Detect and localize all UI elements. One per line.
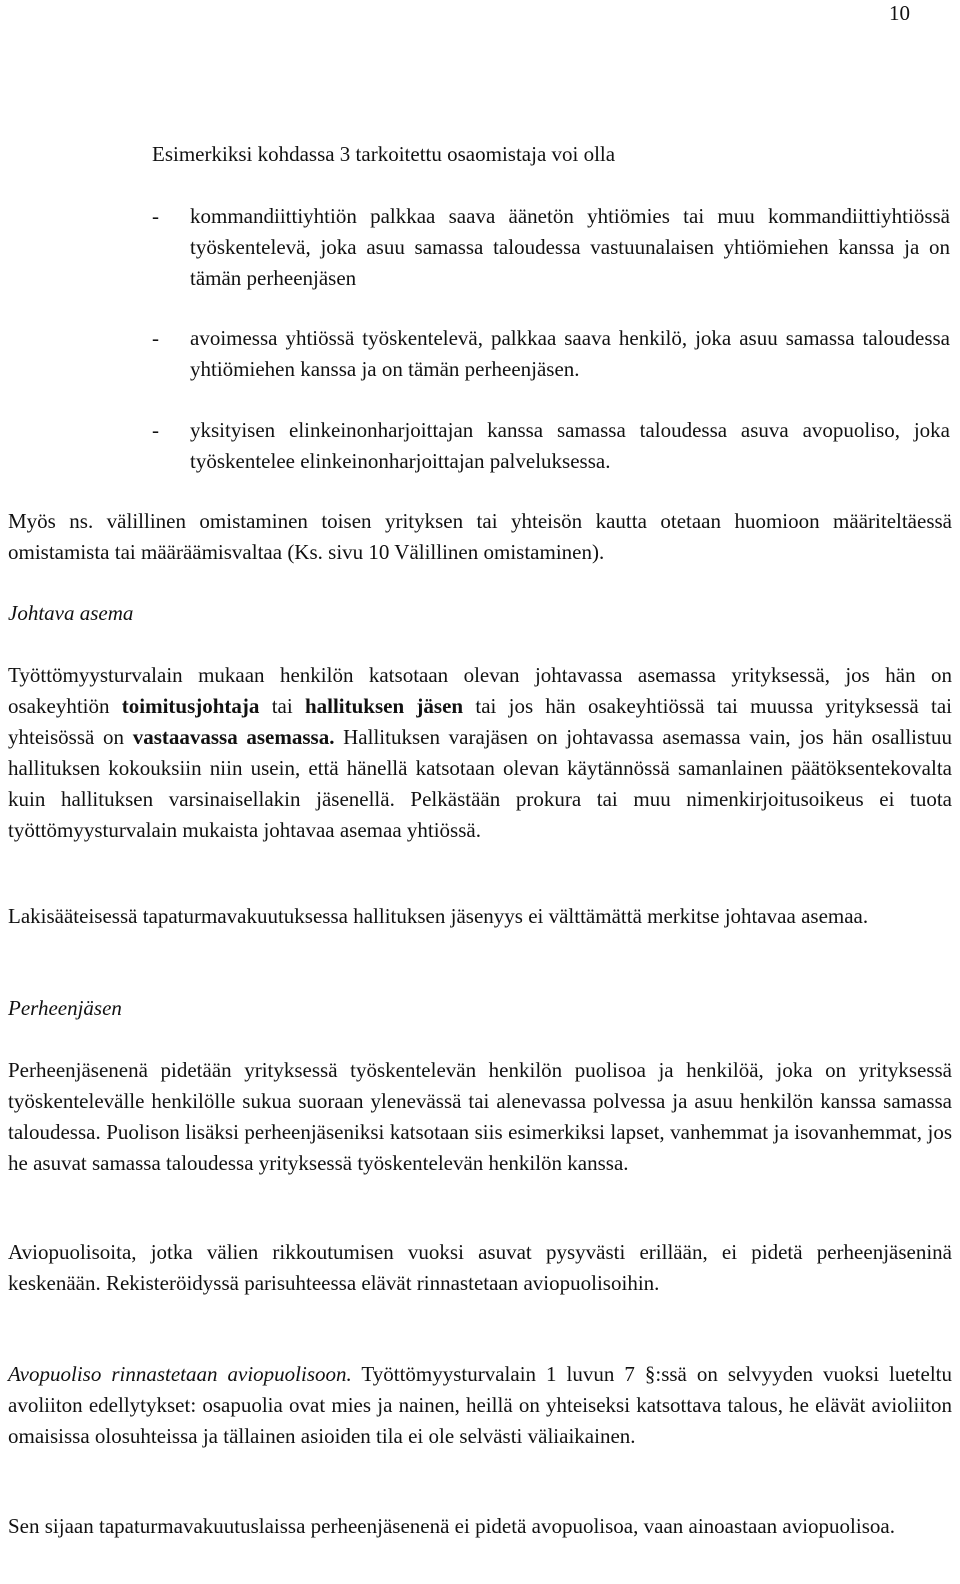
johtava-paragraph-1: Työttömyysturvalain mukaan henkilön katsotaan olevan johtavassa asemassa yrityksessä, jos hän on osakeyhtiön toimitusjohtaja tai hallituksen jäsen tai jos hän osakeyhtiössä tai muussa yrityksessä tai yhteisössä on vastaavassa asemassa. Hallituksen varajäsen on johtavassa asemassa vain, jos hän osallistuu hallituksen kokouksiin niin usein, että hänellä katsotaan olevan käytännössä samanlainen päätöksentekovalta kuin hallituksen varsinaisellakin jäsenellä. Pelkästään prokura tai muu nimenkirjoitusoikeus ei tuota työttömyysturvalain mukaista johtavaa asemaa yhtiössä. (8, 663, 953, 842)
bullet-dash: - (152, 204, 159, 228)
perhe-paragraph-4: Sen sijaan tapaturmavakuutuslaissa perheenjäsenenä ei pidetä avopuolisoa, vaan ainoastaan aviopuolisoa. (8, 1514, 895, 1538)
list-item-text: avoimessa yhtiössä työskentelevä, palkkaa saava henkilö, joka asuu samassa taloudessa yhtiömiehen kanssa ja on tämän perheenjäsen. (190, 326, 950, 381)
johtava-paragraph-2: Lakisääteisessä tapaturmavakuutuksessa hallituksen jäsenyys ei välttämättä merkitse johtavaa asemaa. (8, 904, 869, 928)
list-item-text: yksityisen elinkeinonharjoittajan kanssa samassa taloudessa asuva avopuoliso, joka työskentelee elinkeinonharjoittajan palveluksessa. (190, 418, 950, 473)
section-heading-perhe: Perheenjäsen (8, 996, 122, 1020)
indirect-ownership-paragraph: Myös ns. välillinen omistaminen toisen yrityksen tai yhteisön kautta otetaan huomioon määriteltäessä omistamista tai määräämisvaltaa (Ks. sivu 10 Välillinen omistaminen). (8, 509, 952, 564)
perhe-paragraph-3: Avopuoliso rinnastetaan aviopuolisoon. Työttömyysturvalain 1 luvun 7 §:ssä on selvyyden vuoksi lueteltu avoliiton edellytykset: osapuolia ovat mies ja nainen, heillä on yhteiseksi katsottava talous, he elävät avioliiton omaisissa olosuhteissa ja tällainen asioiden tila ei ole selvästi väliaikainen. (8, 1362, 953, 1448)
perhe-paragraph-2: Aviopuolisoita, jotka välien rikkoutumisen vuoksi asuvat pysyvästi erillään, ei pidetä perheenjäseninä keskenään. Rekisteröidyssä parisuhteessa elävät rinnastetaan aviopuolisoihin. (8, 1240, 952, 1295)
perhe-paragraph-1: Perheenjäsenenä pidetään yrityksessä työskentelevän henkilön puolisoa ja henkilöä, joka on yrityksessä työskentelevälle henkilölle sukua suoraan ylenevässä tai alenevassa polvessa ja asuu henkilön kanssa samassa taloudessa. Puolison lisäksi perheenjäseniksi katsotaan siis esimerkiksi lapset, vanhemmat ja isovanhemmat, jos he asuvat samassa taloudessa yrityksessä työskentelevän henkilön kanssa. (8, 1058, 952, 1175)
bullet-dash: - (152, 326, 159, 350)
page-number: 10 (889, 1, 910, 25)
bullet-dash: - (152, 418, 159, 442)
section-heading-johtava: Johtava asema (8, 601, 134, 625)
intro-text: Esimerkiksi kohdassa 3 tarkoitettu osaomistaja voi olla (152, 142, 616, 166)
list-item-text: kommandiittiyhtiön palkkaa saava äänetön yhtiömies tai muu kommandiittiyhtiössä työskentelevä, joka asuu samassa taloudessa vastuunalaisen yhtiömiehen kanssa ja on tämän perheenjäsen (190, 204, 950, 290)
